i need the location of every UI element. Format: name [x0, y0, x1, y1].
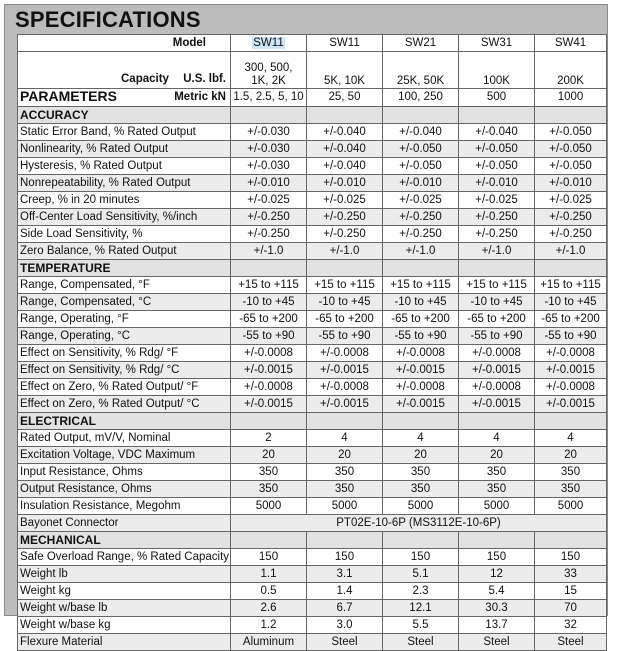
row-value: +/-0.0015 — [535, 362, 607, 379]
capacity-metric-value: 100, 250 — [383, 89, 459, 107]
row-value: -55 to +90 — [383, 328, 459, 345]
row-value: -55 to +90 — [459, 328, 535, 345]
row-value: 2 — [231, 430, 307, 447]
row-value: 350 — [307, 481, 383, 498]
row-value: 350 — [383, 481, 459, 498]
row-value: 5.4 — [459, 583, 535, 600]
row-value: +/-0.050 — [383, 158, 459, 175]
row-value: 350 — [231, 464, 307, 481]
row-value: +/-0.0015 — [383, 362, 459, 379]
row-value: 5000 — [535, 498, 607, 515]
row-value: +/-0.0008 — [231, 379, 307, 396]
table-row — [18, 175, 607, 192]
row-value: 150 — [307, 549, 383, 566]
row-label: Weight w/base kg — [18, 617, 231, 634]
row-value: +/-0.030 — [231, 158, 307, 175]
table-row — [18, 328, 607, 345]
row-label: Hysteresis, % Rated Output — [18, 158, 231, 175]
row-label: Nonrepeatability, % Rated Output — [18, 175, 231, 192]
row-value: +/-0.050 — [459, 158, 535, 175]
row-value: 5000 — [231, 498, 307, 515]
row-value: Steel — [383, 634, 459, 651]
header-capacity-row — [18, 52, 607, 89]
row-value: +/-0.0015 — [459, 362, 535, 379]
table-row — [18, 498, 607, 515]
row-value: +/-0.250 — [383, 209, 459, 226]
model-name: SW41 — [554, 36, 587, 49]
row-value: Aluminum — [231, 634, 307, 651]
table-row — [18, 396, 607, 413]
row-value: 33 — [535, 566, 607, 583]
row-value: +/-0.0015 — [383, 396, 459, 413]
row-label: Effect on Sensitivity, % Rdg/ °C — [18, 362, 231, 379]
row-value: 20 — [307, 447, 383, 464]
row-value: 350 — [231, 481, 307, 498]
row-label: Effect on Sensitivity, % Rdg/ °F — [18, 345, 231, 362]
model-name: SW21 — [404, 36, 437, 49]
row-value: 20 — [231, 447, 307, 464]
table-row — [18, 447, 607, 464]
row-label: Output Resistance, Ohms — [18, 481, 231, 498]
row-value: Steel — [459, 634, 535, 651]
row-value: 350 — [459, 464, 535, 481]
row-value: 0.5 — [231, 583, 307, 600]
capacity-label: Capacity — [121, 73, 169, 85]
section-title: MECHANICAL — [18, 532, 231, 549]
row-value: +/-0.250 — [231, 209, 307, 226]
row-value: 70 — [535, 600, 607, 617]
row-value: +/-0.010 — [231, 175, 307, 192]
row-value: 150 — [535, 549, 607, 566]
row-value: +/-0.250 — [307, 226, 383, 243]
row-value: +/-0.0008 — [459, 379, 535, 396]
row-value: 2.6 — [231, 600, 307, 617]
row-value: 32 — [535, 617, 607, 634]
row-label: Nonlinearity, % Rated Output — [18, 141, 231, 158]
row-value: 3.0 — [307, 617, 383, 634]
row-value: +15 to +115 — [307, 277, 383, 294]
row-value: -65 to +200 — [307, 311, 383, 328]
table-row — [18, 192, 607, 209]
capacity-metric-value: 500 — [459, 89, 535, 107]
section-title: TEMPERATURE — [18, 260, 231, 277]
table-row — [18, 583, 607, 600]
row-label: Rated Output, mV/V, Nominal — [18, 430, 231, 447]
row-value: +/-0.250 — [307, 209, 383, 226]
row-value: 4 — [307, 430, 383, 447]
capacity-metric-value: 1000 — [535, 89, 607, 107]
row-value: -10 to +45 — [459, 294, 535, 311]
row-value: 4 — [383, 430, 459, 447]
section-title: ELECTRICAL — [18, 413, 231, 430]
row-value: +/-0.030 — [231, 124, 307, 141]
table-row — [18, 294, 607, 311]
row-value: +/-0.250 — [383, 226, 459, 243]
row-value: 5000 — [459, 498, 535, 515]
table-row — [18, 141, 607, 158]
row-value: +/-1.0 — [459, 243, 535, 260]
row-value: +/-0.0015 — [231, 362, 307, 379]
row-label: Excitation Voltage, VDC Maximum — [18, 447, 231, 464]
row-value: 5.5 — [383, 617, 459, 634]
row-label: Weight lb — [18, 566, 231, 583]
metric-kn-label: Metric kN — [174, 91, 226, 103]
row-label: Input Resistance, Ohms — [18, 464, 231, 481]
row-label: Static Error Band, % Rated Output — [18, 124, 231, 141]
row-value: +/-0.025 — [459, 192, 535, 209]
header-model-row — [18, 35, 607, 52]
row-label: Flexure Material — [18, 634, 231, 651]
parameters-label: PARAMETERS — [20, 88, 117, 104]
row-value: +/-0.0008 — [535, 345, 607, 362]
capacity-us-value: 200K — [535, 52, 607, 89]
row-value: 150 — [231, 549, 307, 566]
row-label: Range, Operating, °C — [18, 328, 231, 345]
row-label: Off-Center Load Sensitivity, %/inch — [18, 209, 231, 226]
row-label: Insulation Resistance, Megohm — [18, 498, 231, 515]
row-value: 350 — [459, 481, 535, 498]
row-value: +/-0.040 — [459, 124, 535, 141]
model-label: Model — [18, 35, 231, 52]
row-value: +/-0.040 — [307, 141, 383, 158]
row-value: -55 to +90 — [231, 328, 307, 345]
row-label: Bayonet Connector — [18, 515, 231, 532]
table-row — [18, 617, 607, 634]
row-value: +15 to +115 — [231, 277, 307, 294]
row-label: Safe Overload Range, % Rated Capacity — [18, 549, 231, 566]
row-value: +/-0.250 — [459, 226, 535, 243]
table-row — [18, 362, 607, 379]
row-value: +/-0.250 — [231, 226, 307, 243]
row-value: +/-0.0015 — [535, 396, 607, 413]
table-row — [18, 243, 607, 260]
spec-table — [17, 34, 607, 651]
row-label: Effect on Zero, % Rated Output/ °C — [18, 396, 231, 413]
row-value: +/-0.040 — [307, 124, 383, 141]
row-value: +/-0.0008 — [307, 345, 383, 362]
table-row — [18, 158, 607, 175]
row-label: Creep, % in 20 minutes — [18, 192, 231, 209]
capacity-metric-value: 25, 50 — [307, 89, 383, 107]
row-value: +/-0.050 — [535, 158, 607, 175]
row-value: 350 — [535, 464, 607, 481]
row-value: 350 — [307, 464, 383, 481]
header-metric-row — [18, 89, 607, 107]
capacity-metric-value: 1.5, 2.5, 5, 10 — [231, 89, 307, 107]
capacity-us-value: 300, 500, 1K, 2K — [231, 52, 307, 89]
row-value: +/-0.0008 — [231, 345, 307, 362]
row-value: 5000 — [383, 498, 459, 515]
row-value: +/-0.025 — [231, 192, 307, 209]
model-name: SW31 — [480, 36, 513, 49]
row-value: 12.1 — [383, 600, 459, 617]
row-value: +/-0.0008 — [535, 379, 607, 396]
row-value: 350 — [535, 481, 607, 498]
row-value: 350 — [383, 464, 459, 481]
row-label: Weight w/base lb — [18, 600, 231, 617]
row-value: +/-0.050 — [535, 124, 607, 141]
row-value: +/-0.030 — [231, 141, 307, 158]
row-label: Weight kg — [18, 583, 231, 600]
section-header-accuracy — [18, 107, 607, 124]
row-value: -10 to +45 — [383, 294, 459, 311]
row-value: 20 — [383, 447, 459, 464]
row-value: 4 — [535, 430, 607, 447]
row-value: 4 — [459, 430, 535, 447]
row-value: 5000 — [307, 498, 383, 515]
section-header-temperature — [18, 260, 607, 277]
row-value: -65 to +200 — [459, 311, 535, 328]
row-value: +/-0.025 — [535, 192, 607, 209]
row-value: Steel — [535, 634, 607, 651]
table-row — [18, 600, 607, 617]
row-value: +/-1.0 — [383, 243, 459, 260]
section-title: ACCURACY — [18, 107, 231, 124]
row-value: +/-1.0 — [307, 243, 383, 260]
row-value: +/-0.0008 — [459, 345, 535, 362]
row-label: Effect on Zero, % Rated Output/ °F — [18, 379, 231, 396]
row-value: -65 to +200 — [231, 311, 307, 328]
row-value: +/-0.0008 — [383, 379, 459, 396]
row-value: 15 — [535, 583, 607, 600]
row-value: 12 — [459, 566, 535, 583]
row-value: +/-0.0015 — [459, 396, 535, 413]
row-value: +/-0.0008 — [307, 379, 383, 396]
table-row — [18, 566, 607, 583]
row-value: +/-0.0015 — [307, 396, 383, 413]
row-value: 30.3 — [459, 600, 535, 617]
row-value: 1.2 — [231, 617, 307, 634]
table-row — [18, 481, 607, 498]
section-header-mechanical — [18, 532, 607, 549]
row-value: +/-0.250 — [459, 209, 535, 226]
row-value: +/-0.250 — [535, 226, 607, 243]
row-value: +/-0.010 — [535, 175, 607, 192]
row-value: +15 to +115 — [535, 277, 607, 294]
row-value: 20 — [459, 447, 535, 464]
capacity-us-value: 25K, 50K — [383, 52, 459, 89]
row-value: +/-0.025 — [307, 192, 383, 209]
row-value: 1.4 — [307, 583, 383, 600]
row-value: +/-0.010 — [307, 175, 383, 192]
row-value: +/-0.250 — [535, 209, 607, 226]
table-row — [18, 464, 607, 481]
row-value: +/-0.040 — [383, 124, 459, 141]
table-row — [18, 311, 607, 328]
row-value: 150 — [459, 549, 535, 566]
row-value: +/-0.050 — [535, 141, 607, 158]
row-value: +15 to +115 — [459, 277, 535, 294]
row-value: Steel — [307, 634, 383, 651]
row-value: +15 to +115 — [383, 277, 459, 294]
table-row — [18, 226, 607, 243]
row-value: -65 to +200 — [383, 311, 459, 328]
row-value: -55 to +90 — [307, 328, 383, 345]
row-value: -10 to +45 — [535, 294, 607, 311]
row-label: Range, Compensated, °F — [18, 277, 231, 294]
row-value: 6.7 — [307, 600, 383, 617]
row-value: -55 to +90 — [535, 328, 607, 345]
connector-value: PT02E-10-6P (MS3112E-10-6P) — [231, 515, 607, 532]
capacity-us-value: 5K, 10K — [307, 52, 383, 89]
row-value: +/-0.0015 — [231, 396, 307, 413]
row-value: +/-0.040 — [307, 158, 383, 175]
row-value: +/-1.0 — [231, 243, 307, 260]
table-row — [18, 209, 607, 226]
table-row — [18, 549, 607, 566]
table-row — [18, 124, 607, 141]
section-header-electrical — [18, 413, 607, 430]
row-value: -10 to +45 — [231, 294, 307, 311]
table-row — [18, 345, 607, 362]
row-value: 1.1 — [231, 566, 307, 583]
row-value: 13.7 — [459, 617, 535, 634]
specifications-panel — [4, 4, 608, 648]
row-value: 3.1 — [307, 566, 383, 583]
row-label: Range, Operating, °F — [18, 311, 231, 328]
row-value: +/-0.0008 — [383, 345, 459, 362]
row-value: +/-0.050 — [383, 141, 459, 158]
table-row — [18, 515, 607, 532]
us-lbf-label: U.S. lbf. — [183, 73, 226, 85]
row-value: +/-0.0015 — [307, 362, 383, 379]
row-label: Range, Compensated, °C — [18, 294, 231, 311]
row-label: Zero Balance, % Rated Output — [18, 243, 231, 260]
row-value: +/-0.050 — [459, 141, 535, 158]
row-value: -10 to +45 — [307, 294, 383, 311]
model-name: SW11 — [253, 36, 284, 49]
page-title: SPECIFICATIONS — [15, 7, 201, 32]
model-name: SW11 — [329, 36, 360, 49]
row-value: +/-1.0 — [535, 243, 607, 260]
capacity-us-value: 100K — [459, 52, 535, 89]
table-row — [18, 634, 607, 651]
row-value: 2.3 — [383, 583, 459, 600]
row-value: 20 — [535, 447, 607, 464]
table-row — [18, 277, 607, 294]
row-value: 150 — [383, 549, 459, 566]
table-row — [18, 379, 607, 396]
row-value: +/-0.010 — [459, 175, 535, 192]
row-value: -65 to +200 — [535, 311, 607, 328]
row-value: 5.1 — [383, 566, 459, 583]
row-value: +/-0.025 — [383, 192, 459, 209]
row-label: Side Load Sensitivity, % — [18, 226, 231, 243]
row-value: +/-0.010 — [383, 175, 459, 192]
table-row — [18, 430, 607, 447]
